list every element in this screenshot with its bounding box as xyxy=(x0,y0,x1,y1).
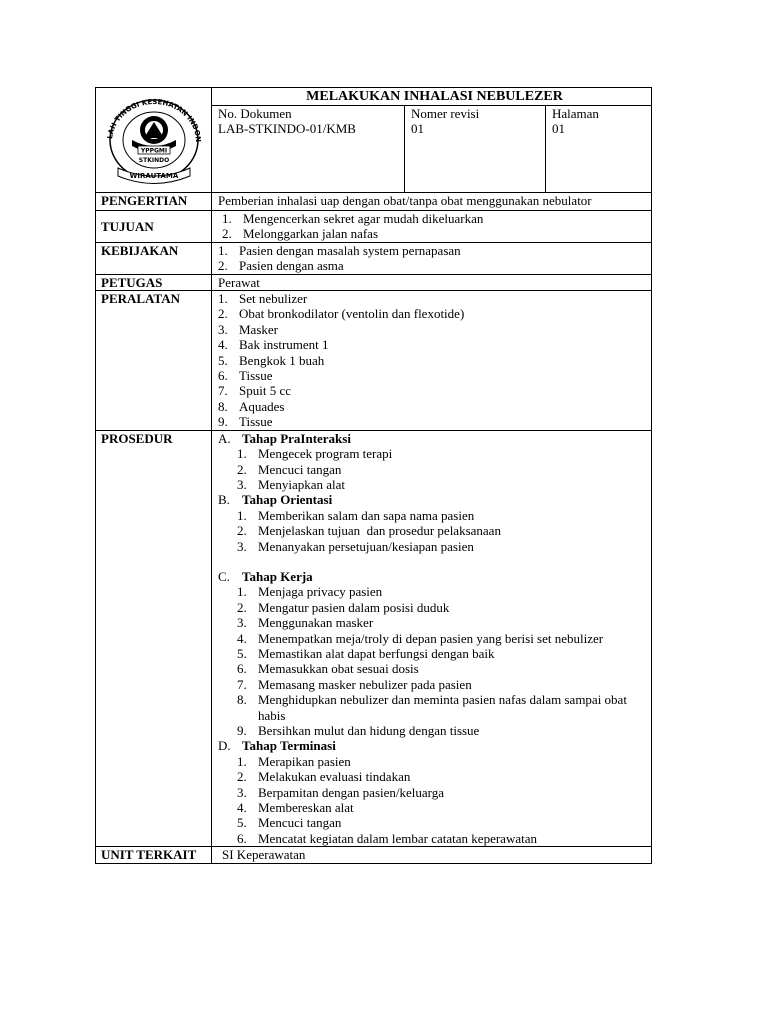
doc-number-value: LAB-STKINDO-01/KMB xyxy=(218,121,356,137)
logo-bottom-text: STKINDO xyxy=(138,157,169,165)
kebijakan-item: 1. Pasien dengan masalah system pernapasan xyxy=(218,242,461,258)
prosedur-section-heading: B. Tahap Orientasi xyxy=(218,492,333,508)
prosedur-section-heading: D. Tahap Terminasi xyxy=(218,738,336,754)
pengertian-label: PENGERTIAN xyxy=(96,193,212,211)
petugas-label: PETUGAS xyxy=(96,274,212,290)
kebijakan-content xyxy=(212,242,652,274)
unit-terkait-text: SI Keperawatan xyxy=(212,847,652,863)
prosedur-step: 5. Memastikan alat dapat berfungsi dengan baik xyxy=(237,645,495,661)
prosedur-step: 2. Mengatur pasien dalam posisi duduk xyxy=(237,599,450,615)
doc-number-cell xyxy=(212,106,405,193)
prosedur-step: 6. Mencatat kegiatan dalam lembar catatan keperawatan xyxy=(237,830,537,846)
logo-ribbon: WIRAUTAMA xyxy=(129,172,178,181)
petugas-text: Perawat xyxy=(212,274,652,290)
peralatan-item: 1. Set nebulizer xyxy=(218,291,308,307)
prosedur-step: 1. Merapikan pasien xyxy=(237,753,351,769)
doc-number-label: No. Dokumen xyxy=(218,106,292,121)
peralatan-item: 8. Aquades xyxy=(218,398,285,414)
prosedur-step: 3. Menggunakan masker xyxy=(237,615,374,631)
document-title: MELAKUKAN INHALASI NEBULEZER xyxy=(212,88,652,106)
peralatan-item: 6. Tissue xyxy=(218,368,273,384)
logo-arc-text: LAH TINGGI KESEHATAN INDON xyxy=(105,98,202,143)
prosedur-content xyxy=(212,430,652,847)
sop-document xyxy=(95,87,651,864)
peralatan-item: 4. Bak instrument 1 xyxy=(218,337,329,353)
prosedur-step: 1. Memberikan salam dan sapa nama pasien xyxy=(237,507,475,523)
prosedur-step: 7. Memasang masker nebulizer pada pasien xyxy=(237,676,472,692)
prosedur-label: PROSEDUR xyxy=(96,430,212,847)
kebijakan-item: 2. Pasien dengan asma xyxy=(218,258,344,274)
prosedur-step: 3. Menyiapkan alat xyxy=(237,476,345,492)
peralatan-item: 7. Spuit 5 cc xyxy=(218,383,291,399)
peralatan-item: 2. Obat bronkodilator (ventolin dan flexotide) xyxy=(218,306,465,322)
sop-table xyxy=(95,87,652,864)
institution-logo xyxy=(98,92,210,184)
peralatan-item: 9. Tissue xyxy=(218,414,273,430)
prosedur-step: 3. Menanyakan persetujuan/kesiapan pasien xyxy=(237,538,474,554)
peralatan-item: 5. Bengkok 1 buah xyxy=(218,352,325,368)
revision-label: Nomer revisi xyxy=(411,106,480,121)
revision-cell xyxy=(405,106,546,193)
tujuan-label: TUJUAN xyxy=(96,211,212,243)
prosedur-step: 8. Menghidupkan nebulizer dan meminta pasien nafas dalam sampai obat habis xyxy=(237,692,627,723)
prosedur-step: 2. Menjelaskan tujuan dan prosedur pelaksanaan xyxy=(237,523,501,539)
prosedur-step: 3. Berpamitan dengan pasien/keluarga xyxy=(237,784,445,800)
prosedur-step: 2. Mencuci tangan xyxy=(237,461,342,477)
prosedur-step: 5. Mencuci tangan xyxy=(237,815,342,831)
prosedur-step: 6. Memasukkan obat sesuai dosis xyxy=(237,661,419,677)
pengertian-text: Pemberian inhalasi uap dengan obat/tanpa obat menggunakan nebulator xyxy=(212,193,652,211)
peralatan-label: PERALATAN xyxy=(96,291,212,431)
peralatan-item: 3. Masker xyxy=(218,321,278,337)
page-label: Halaman xyxy=(552,106,599,121)
unit-terkait-label: UNIT TERKAIT xyxy=(96,847,212,863)
prosedur-step: 4. Menempatkan meja/troly di depan pasien yang berisi set nebulizer xyxy=(237,630,604,646)
tujuan-content xyxy=(212,211,652,243)
prosedur-section-heading: A. Tahap PraInteraksi xyxy=(218,430,351,446)
page-cell xyxy=(546,106,652,193)
prosedur-step: 9. Bersihkan mulut dan hidung dengan tissue xyxy=(237,723,480,738)
prosedur-step: 1. Mengecek program terapi xyxy=(237,446,393,462)
logo-banner: YPPGMI xyxy=(140,147,167,155)
peralatan-content xyxy=(212,291,652,431)
prosedur-step: 2. Melakukan evaluasi tindakan xyxy=(237,769,411,785)
kebijakan-label: KEBIJAKAN xyxy=(96,242,212,274)
logo-cell xyxy=(96,88,212,193)
page-value: 01 xyxy=(552,121,565,137)
prosedur-step: 1. Menjaga privacy pasien xyxy=(237,584,383,600)
revision-value: 01 xyxy=(411,121,424,137)
prosedur-section-heading: C. Tahap Kerja xyxy=(218,568,313,584)
tujuan-item: 2. Melonggarkan jalan nafas xyxy=(222,226,379,242)
prosedur-step: 4. Membereskan alat xyxy=(237,800,354,816)
tujuan-item: 1. Mengencerkan sekret agar mudah dikeluarkan xyxy=(222,211,484,226)
